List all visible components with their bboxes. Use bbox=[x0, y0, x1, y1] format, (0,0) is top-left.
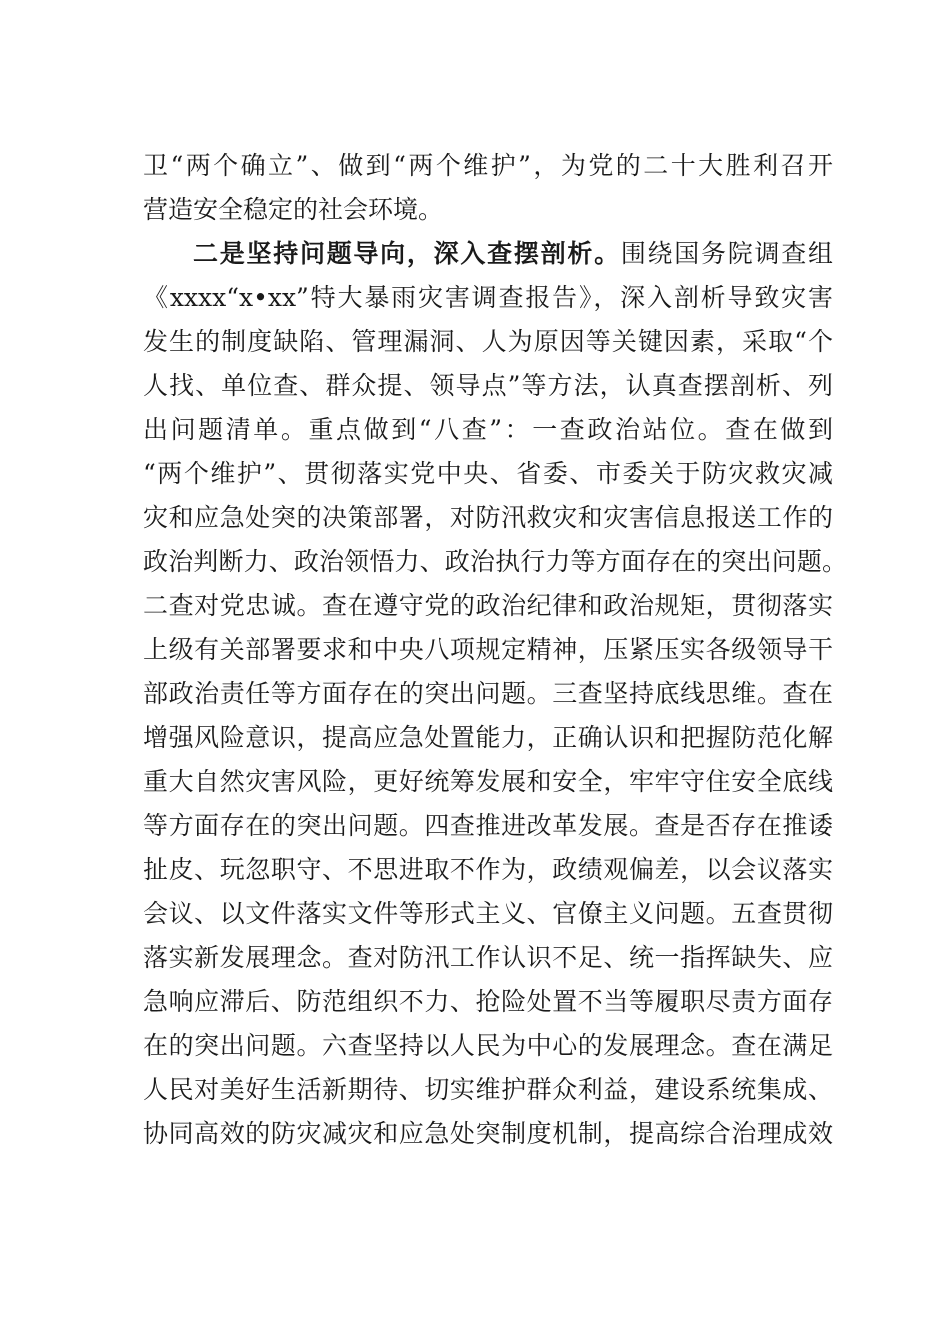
paragraph-line: 等方面存在的突出问题。四查推进改革发展。查是否存在推诿 bbox=[143, 811, 833, 840]
paragraph-heading-line bbox=[143, 232, 833, 276]
paragraph-line: 政治判断力、政治领悟力、政治执行力等方面存在的突出问题。 bbox=[143, 547, 847, 576]
paragraph-heading: 二是坚持问题导向，深入查摆剖析。 bbox=[193, 239, 621, 268]
paragraph-line-rest: 围绕国务院调查组 bbox=[620, 239, 833, 268]
paragraph-line: 急响应滞后、防范组织不力、抢险处置不当等履职尽责方面存 bbox=[143, 987, 833, 1016]
paragraph-line: 落实新发展理念。查对防汛工作认识不足、统一指挥缺失、应 bbox=[143, 943, 833, 972]
paragraph-line: 部政治责任等方面存在的突出问题。三查坚持底线思维。查在 bbox=[143, 679, 833, 708]
paragraph-line: 在的突出问题。六查坚持以人民为中心的发展理念。查在满足 bbox=[143, 1031, 833, 1060]
paragraph-line: 出问题清单。重点做到“八查”：一查政治站位。查在做到 bbox=[143, 415, 833, 444]
paragraph-line: 上级有关部署要求和中央八项规定精神，压紧压实各级领导干 bbox=[143, 635, 833, 664]
paragraph-line: 人民对美好生活新期待、切实维护群众利益，建设系统集成、 bbox=[143, 1075, 833, 1104]
paragraph-line: 重大自然灾害风险，更好统筹发展和安全，牢牢守住安全底线 bbox=[143, 767, 833, 796]
paragraph-line: 人找、单位查、群众提、领导点”等方法，认真查摆剖析、列 bbox=[143, 371, 833, 400]
paragraph-line: 协同高效的防灾减灾和应急处突制度机制，提高综合治理成效 bbox=[143, 1119, 833, 1148]
paragraph-line: 《xxxx“x•xx”特大暴雨灾害调查报告》，深入剖析导致灾害 bbox=[143, 283, 833, 312]
paragraph-line: 发生的制度缺陷、管理漏洞、人为原因等关键因素，采取“个 bbox=[143, 327, 833, 356]
paragraph-line: 扯皮、玩忽职守、不思进取不作为，政绩观偏差，以会议落实 bbox=[143, 855, 833, 884]
paragraph-line: 营造安全稳定的社会环境。 bbox=[143, 195, 444, 224]
paragraph-line: “两个维护”、贯彻落实党中央、省委、市委关于防灾救灾减 bbox=[143, 459, 833, 488]
paragraph-line: 增强风险意识，提高应急处置能力，正确认识和把握防范化解 bbox=[143, 723, 833, 752]
paragraph-line: 灾和应急处突的决策部署，对防汛救灾和灾害信息报送工作的 bbox=[143, 503, 833, 532]
paragraph-line: 二查对党忠诚。查在遵守党的政治纪律和政治规矩，贯彻落实 bbox=[143, 591, 833, 620]
paragraph-line: 会议、以文件落实文件等形式主义、官僚主义问题。五查贯彻 bbox=[143, 899, 833, 928]
paragraph-line: 卫“两个确立”、做到“两个维护”，为党的二十大胜利召开 bbox=[143, 151, 833, 180]
body-text bbox=[143, 144, 847, 1156]
